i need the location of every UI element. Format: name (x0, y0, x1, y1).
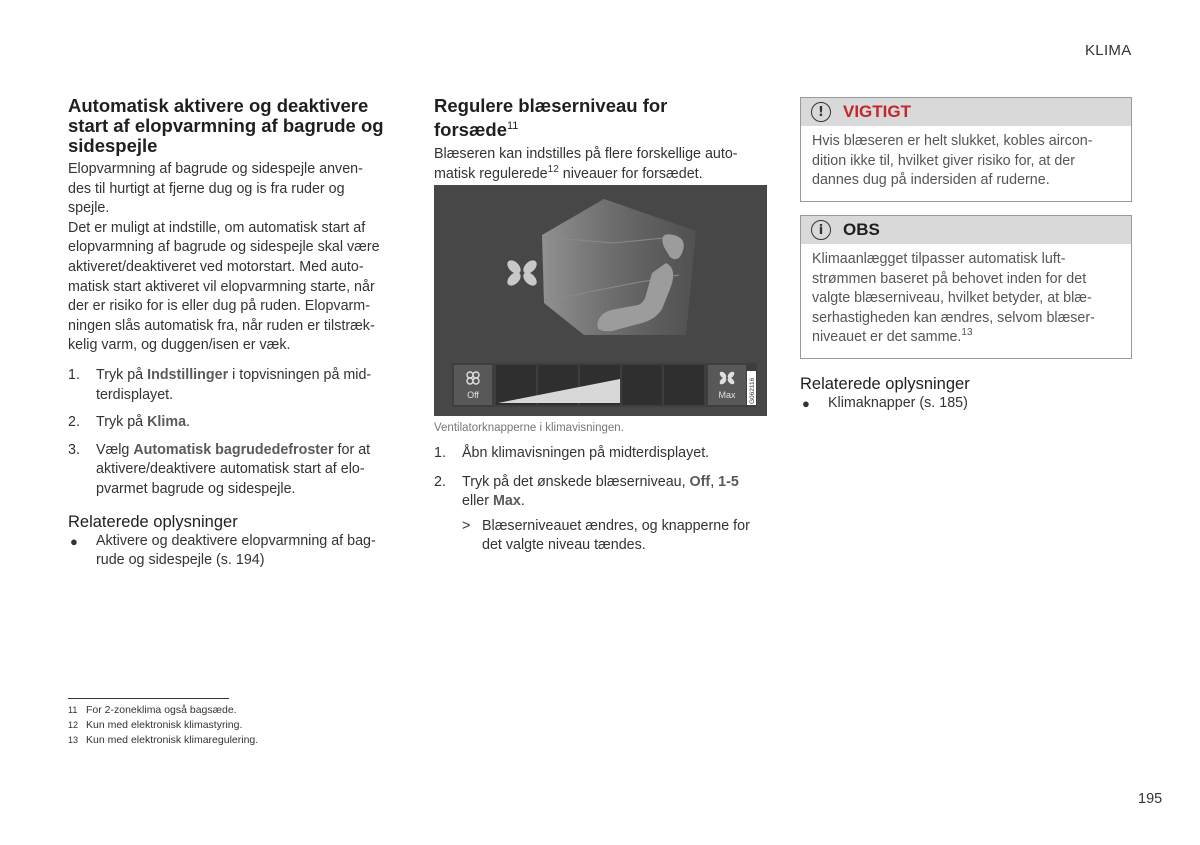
related-heading: Relaterede oplysninger (800, 375, 970, 393)
warning-box (800, 97, 1132, 202)
chapter-title: KLIMA (1085, 42, 1132, 59)
footnote: 12 Kun med elektronisk klimastyring. (68, 719, 243, 731)
column-fan-level (434, 96, 768, 184)
note-header (801, 216, 1131, 244)
warning-icon: ! (811, 102, 831, 122)
fan-step-2: 2. Tryk på det ønskede blæserniveau, Off, 1-5 eller Max. (434, 473, 739, 510)
step-3: 3. Vælg Automatisk bagrudedefroster for at aktivere/deaktivere automatisk start af elo- pvarmet bagrude og sidespejle. (68, 441, 371, 497)
related-link[interactable]: ● Klimaknapper (s. 185) (802, 395, 968, 411)
menu-ref-automatisk-bagrudedefroster: Automatisk bagrudedefroster (133, 441, 334, 458)
warning-header (801, 98, 1131, 126)
related-heading: Relaterede oplysninger (68, 512, 238, 531)
note-title: OBS (843, 220, 880, 239)
fan-step-1: 1. Åbn klimavisningen på midterdisplayet. (434, 445, 710, 461)
figure-caption: Ventilatorknapperne i klimavisningen. (434, 422, 624, 434)
menu-ref-klima: Klima (147, 414, 187, 431)
section-heading-auto-defrost: Automatisk aktivere og deaktivere start af elopvarmning af bagrude og sidespejle (68, 95, 384, 156)
warning-text: Hvis blæseren er helt slukket, kobles aircon- dition ikke til, hvilket giver risiko for, at der dannes dug på indersiden af ruderne. (812, 133, 1093, 189)
footnote: 11 For 2-zoneklima også bagsæde. (68, 704, 237, 716)
related-info-col3 (800, 374, 1132, 414)
related-link[interactable]: ● Aktivere og deaktivere elopvarmning af bag- rude og sidespejle (s. 194) (70, 532, 376, 569)
page-number: 195 (1138, 791, 1163, 807)
step-2: 2. Tryk på Klima. (68, 414, 191, 431)
steps-list (68, 366, 400, 500)
step-1: 1. Tryk på Indstillinger i topvisningen på mid- terdisplayet. (68, 366, 372, 403)
intro-paragraph: Elopvarmning af bagrude og sidespejle anven- des til hurtigt at fjerne dug og is fra ruder og spejle. (68, 161, 363, 217)
info-icon: i (811, 220, 831, 240)
menu-ref-indstillinger: Indstillinger (147, 366, 229, 383)
fan-max-button (708, 365, 746, 405)
svg-text:Off: Off (467, 390, 479, 400)
related-list (68, 532, 400, 571)
section-heading-fan-level: Regulere blæserniveau for forsæde$^{11}$ (434, 95, 668, 140)
step-result: > Blæserniveauet ændres, og knapperne for det valgte niveau tændes. (462, 517, 750, 554)
fan-off-button (454, 365, 492, 405)
footnote-divider (68, 698, 229, 699)
footnote: 13 Kun med elektronisk klimaregulering. (68, 734, 259, 746)
fan-level-steps (496, 365, 704, 405)
footnotes (68, 703, 258, 748)
figure-code: G062116 (749, 377, 756, 404)
note-text: Klimaanlægget tilpasser automatisk luft- strømmen baseret på behovet inden for det valgte blæserniveau, hvilket betyder, at blæ- serhastigheden kan ændres, selvom blæser- niveauet er det samme.$^{13}$ (812, 251, 1095, 346)
column-auto-defrost (68, 96, 400, 571)
note-box (800, 215, 1132, 359)
svg-text:Max: Max (718, 390, 736, 400)
fan-intro: Blæseren kan indstilles på flere forskellige auto- matisk regulerede$^{12}$ niveauer for forsædet. (434, 146, 738, 182)
climate-display-illustration (434, 185, 767, 416)
warning-title: VIGTIGT (843, 102, 911, 121)
fan-steps (434, 444, 768, 556)
body-paragraph: Det er muligt at indstille, om automatisk start af elopvarmning af bagrude og sidespejle skal være aktiveret/deaktiveret ved motorstart. Med auto- matisk start aktiveret vil elopvarmning starte, når der er risiko for is eller dug på ruden. Elopvarm- ningen slås automatisk fra, når ruden er tilstræk- kelig varm, og duggen/isen er væk. (68, 219, 380, 354)
